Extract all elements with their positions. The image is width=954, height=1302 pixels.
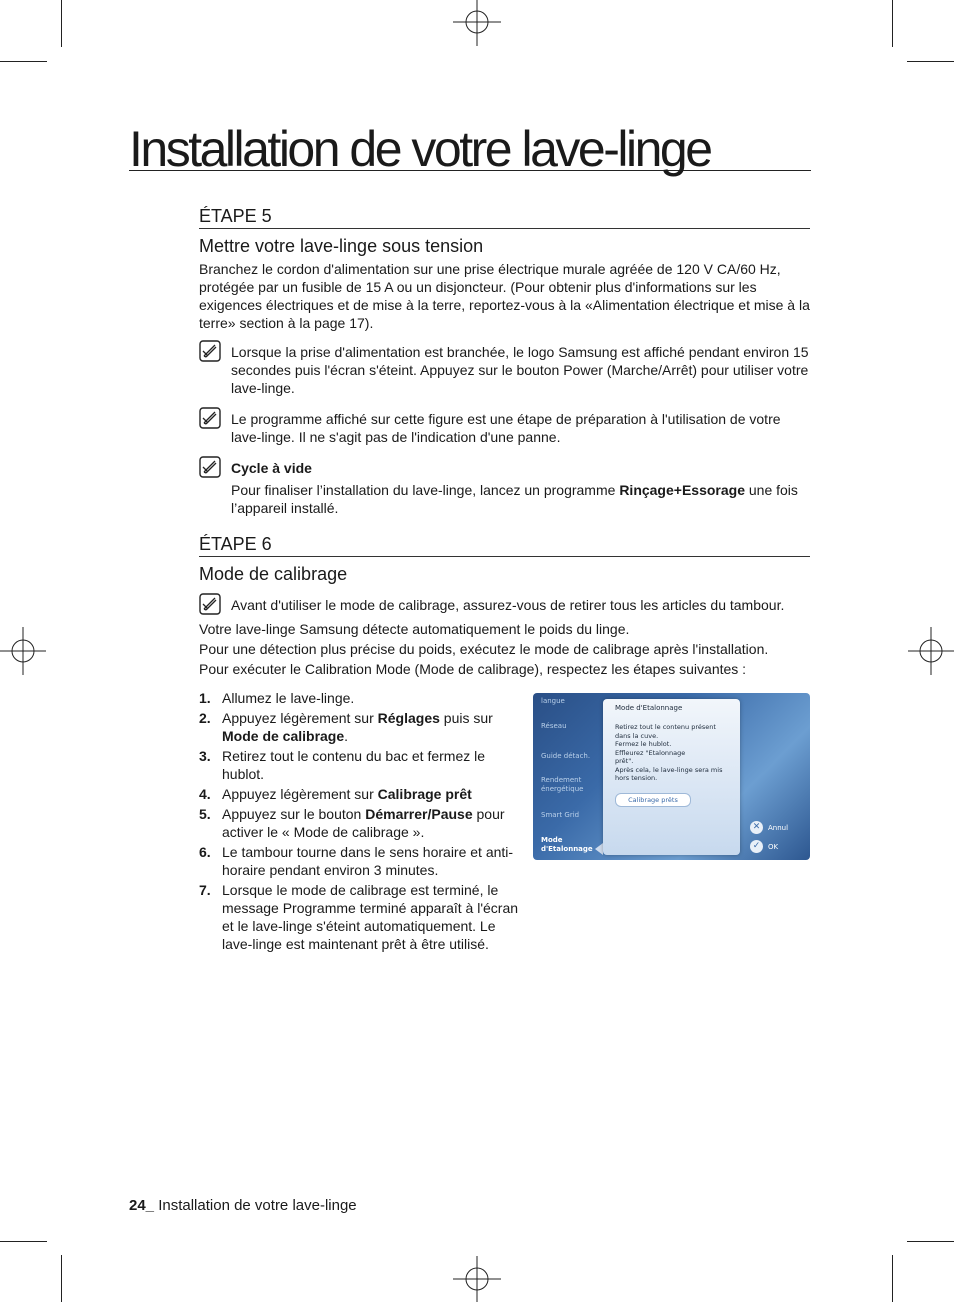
crop-mark (61, 0, 62, 47)
crop-mark (907, 61, 954, 62)
crop-mark (61, 1255, 62, 1302)
note-power (199, 343, 810, 397)
steps-list (199, 689, 524, 953)
step5-label: ÉTAPE 5 (199, 205, 810, 229)
step6-section (199, 533, 810, 678)
list-item: 3. Retirez tout le contenu du bac et fermez le hublot. (199, 748, 486, 782)
note-empty-cycle (199, 459, 810, 517)
step6-para1: Votre lave-linge Samsung détecte automatiquement le poids du linge. (199, 621, 630, 637)
close-icon: ✕ (750, 821, 763, 834)
crop-mark (0, 1241, 47, 1242)
page-title: Installation de votre lave-linge (129, 118, 811, 171)
note-calibration (199, 596, 810, 614)
step6-label: ÉTAPE 6 (199, 533, 810, 557)
list-item: 2. Appuyez légèrement sur Réglages puis sur Mode de calibrage. (199, 710, 493, 744)
note-power-text: Lorsque la prise d'alimentation est branchée, le logo Samsung est affiché pendant environ 15 secondes puis l'écran s'éteint. Appuyez sur le bouton Power (Marche/Arrêt) pour utiliser votre lave-linge. (231, 344, 809, 396)
menu-item-language: langue (541, 697, 565, 705)
menu-item-guide: Guide détach. (541, 752, 591, 760)
calibration-steps (199, 689, 524, 955)
registration-mark-icon (453, 1254, 501, 1302)
note-calibration-text: Avant d'utiliser le mode de calibrage, assurez-vous de retirer tous les articles du tambour. (231, 597, 785, 613)
list-item: 6. Le tambour tourne dans le sens horaire et anti-horaire pendant environ 3 minutes. (199, 844, 514, 878)
page-number: 24_ (129, 1197, 155, 1214)
note-program (199, 410, 810, 446)
calibration-ready-button: Calibrage prêts (615, 793, 691, 807)
step6-heading: Mode de calibrage (199, 564, 348, 584)
note-program-text: Le programme affiché sur cette figure est une étape de préparation à l'utilisation de votre lave-linge. Il ne s'agit pas de l'indication d'une panne. (231, 411, 781, 445)
calibration-dialog (603, 699, 740, 855)
washer-display-screenshot (533, 693, 810, 860)
page-footer (129, 1197, 357, 1214)
list-item: 4. Appuyez légèrement sur Calibrage prêt (199, 786, 472, 802)
note-pencil-icon (199, 407, 221, 429)
check-icon: ✓ (750, 840, 763, 853)
crop-mark (892, 0, 893, 47)
crop-mark (907, 1241, 954, 1242)
list-item: 5. Appuyez sur le bouton Démarrer/Pause pour activer le « Mode de calibrage ». (199, 806, 505, 840)
list-item: 7. Lorsque le mode de calibrage est terminé, le message Programme terminé apparaît à l'écran et le lave-linge s'éteint automatiquement. Le lave-linge est maintenant prêt à être utilisé. (199, 882, 519, 952)
registration-mark-icon (453, 0, 501, 48)
note-empty-cycle-text: Pour finaliser l’installation du lave-linge, lancez un programme Rinçage+Essorage une fois l’appareil installé. (231, 482, 798, 516)
crop-mark (0, 61, 47, 62)
step5-section (199, 205, 810, 517)
registration-mark-icon (0, 627, 48, 675)
step6-para3: Pour exécuter le Calibration Mode (Mode de calibrage), respectez les étapes suivantes : (199, 661, 747, 677)
list-item: 1. Allumez le lave-linge. (199, 690, 355, 706)
dialog-body: Retirez tout le contenu présent dans la cuve. Fermez le hublot. Effleurez "Etalonnage prêt". Après cela, le lave-linge sera mis hors tension. (615, 723, 723, 782)
note-pencil-icon (199, 593, 221, 615)
registration-mark-icon (906, 627, 954, 675)
menu-item-smart-grid: Smart Grid (541, 811, 580, 819)
step6-para2: Pour une détection plus précise du poids, exécutez le mode de calibrage après l'installation. (199, 641, 769, 657)
footer-text: Installation de votre lave-linge (154, 1197, 357, 1214)
menu-item-efficiency: Rendement énergétique (541, 776, 584, 793)
cancel-button: ✕ Annul (750, 821, 788, 834)
step5-intro: Branchez le cordon d'alimentation sur une prise électrique murale agréée de 120 V CA/60 Hz, protégée par un fusible de 15 A ou un disjoncteur. (Pour obtenir plus d'informations sur les exigences électriques et de mise à la terre, reportez-vous à la «Alimentation électrique et mise à la terre» section à la page 17). (199, 261, 810, 331)
dialog-title: Mode d'Etalonnage (615, 704, 683, 712)
step5-heading: Mettre votre lave-linge sous tension (199, 236, 484, 256)
menu-item-calibration: Mode d'Etalonnage (541, 836, 593, 853)
note-empty-cycle-title: Cycle à vide (231, 460, 312, 476)
dialog-pointer (595, 843, 603, 855)
note-pencil-icon (199, 456, 221, 478)
ok-button: ✓ OK (750, 840, 778, 853)
menu-item-network: Réseau (541, 722, 567, 730)
crop-mark (892, 1255, 893, 1302)
note-pencil-icon (199, 340, 221, 362)
